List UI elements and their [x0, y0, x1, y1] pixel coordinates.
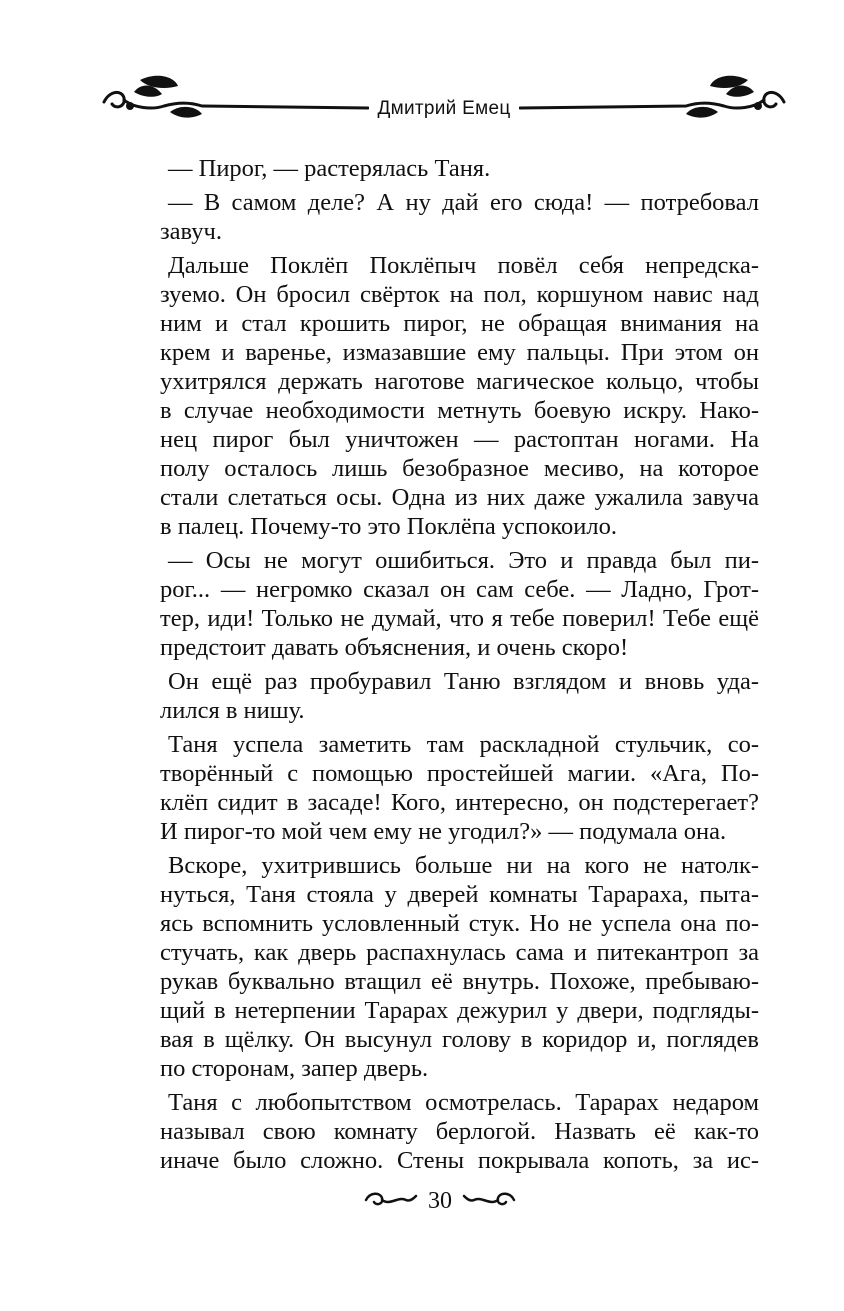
text-line: творённый с помощью простейшей магии. «Ага, По-: [160, 760, 759, 787]
text-line: Таня с любопытством осмотрелась. Тарарах недаром: [168, 1089, 759, 1116]
text-line: — В самом деле? А ну дай его сюда! — потребовал: [168, 189, 759, 216]
text-line: — Пирог, — растерялась Таня.: [168, 155, 491, 182]
text-line: завуч.: [160, 218, 222, 245]
running-head-author: Дмитрий Емец: [100, 99, 788, 119]
text-line: вая в щёлку. Он высунул голову в коридор и, поглядев: [160, 1026, 759, 1053]
text-line: предстоит давать объяснения, и очень скоро!: [160, 634, 629, 661]
text-line: называл свою комнату берлогой. Назвать её как-то: [160, 1118, 759, 1145]
page-footer: [360, 1184, 520, 1218]
text-line: полу осталось лишь безобразное месиво, на которое: [160, 455, 759, 482]
text-line: ясь вспомнить условленный стук. Но не успела она по-: [160, 910, 759, 937]
text-line: ним и стал крошить пирог, не обращая внимания на: [160, 310, 759, 337]
text-line: стали слетаться осы. Одна из них даже ужалила завуча: [160, 484, 759, 511]
text-line: клёп сидит в засаде! Кого, интересно, он подстерегает?: [160, 789, 759, 816]
text-line: нец пирог был уничтожен — растоптан ногами. На: [160, 426, 759, 453]
text-line: — Осы не могут ошибиться. Это и правда был пи-: [168, 547, 759, 574]
text-line: рог... — негромко сказал он сам себе. — Ладно, Грот-: [160, 576, 759, 603]
body-text: [160, 154, 759, 1175]
page-header: [100, 66, 788, 138]
text-line: лился в нишу.: [160, 697, 305, 724]
text-line: Дальше Поклёп Поклёпыч повёл себя непредска-: [168, 252, 759, 279]
text-line: по сторонам, запер дверь.: [160, 1055, 429, 1082]
text-line: Таня успела заметить там раскладной стульчик, со-: [168, 731, 759, 758]
text-line: рукав буквально втащил её внутрь. Похоже, пребываю-: [160, 968, 759, 995]
text-line: тер, иди! Только не думай, что я тебе поверил! Тебе ещё: [160, 605, 759, 632]
text-line: И пирог-то мой чем ему не угодил?» — подумала она.: [160, 818, 727, 845]
text-line: в случае необходимости метнуть боевую искру. Нако-: [160, 397, 759, 424]
text-line: крем и варенье, измазавшие ему пальцы. При этом он: [160, 339, 759, 366]
text-line: ухитрялся держать наготове магическое кольцо, чтобы: [160, 368, 759, 395]
text-line: иначе было сложно. Стены покрывала копоть, за ис-: [160, 1147, 759, 1174]
text-line: щий в нетерпении Тарарах дежурил у двери, подгляды-: [160, 997, 759, 1024]
text-line: Он ещё раз пробуравил Таню взглядом и вновь уда-: [168, 668, 759, 695]
text-line: Вскоре, ухитрившись больше ни на кого не натолк-: [168, 852, 759, 879]
text-line: в палец. Почему-то это Поклёпа успокоило.: [160, 513, 617, 540]
text-line: стучать, как дверь распахнулась сама и питекантроп за: [160, 939, 759, 966]
text-line: нуться, Таня стояла у дверей комнаты Тарараха, пыта-: [160, 881, 759, 908]
page-number: 30: [428, 1188, 452, 1214]
text-line: зуемо. Он бросил свёрток на пол, коршуном навис над: [160, 281, 759, 308]
